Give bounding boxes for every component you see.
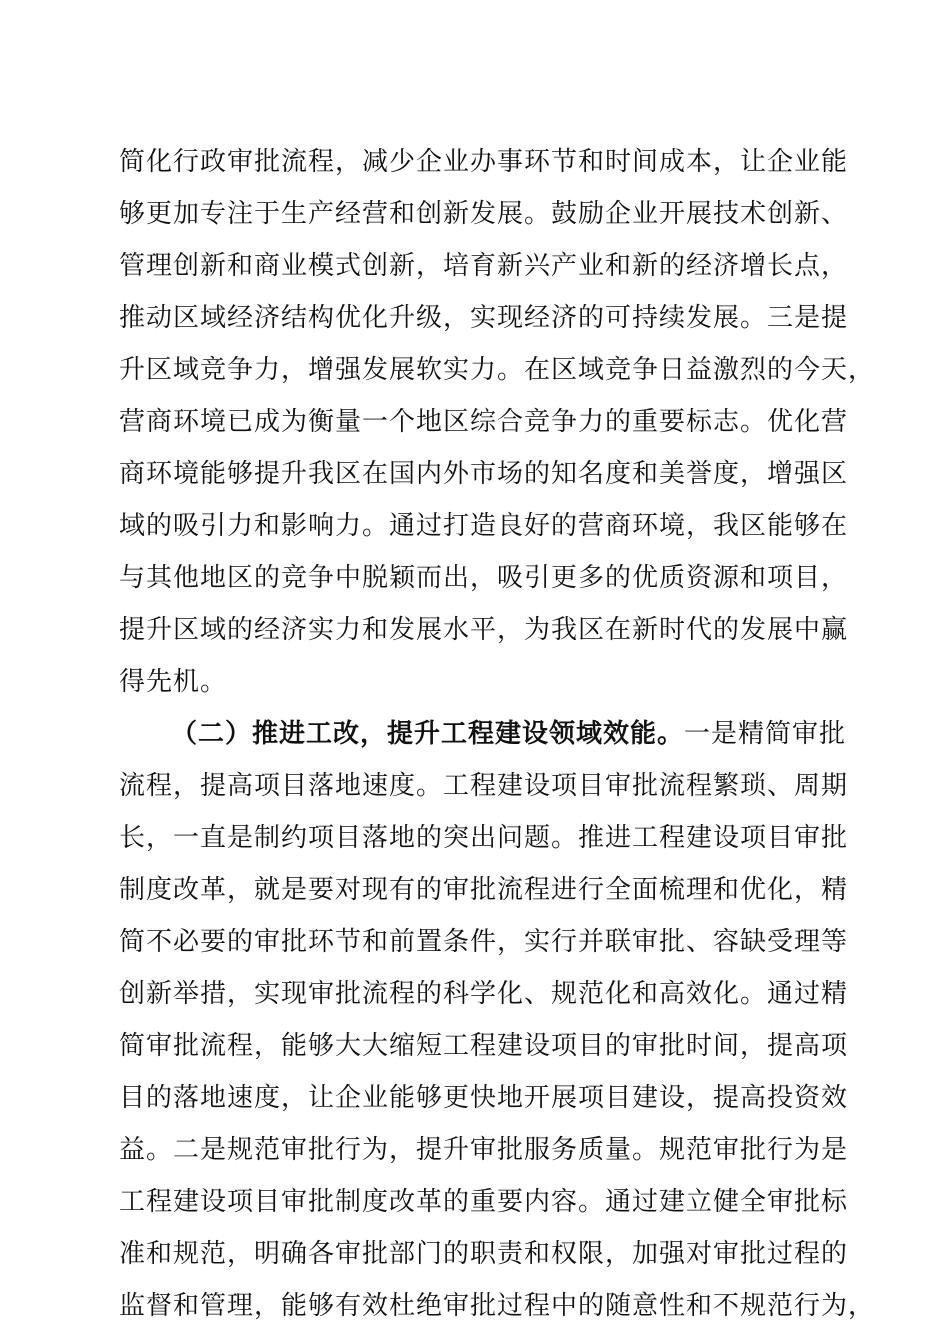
paragraph-2-line-3: 长，一直是制约项目落地的突出问题。推进工程建设项目审批 <box>119 823 849 853</box>
paragraph-2-line-5: 简不必要的审批环节和前置条件，实行并联审批、容缺受理等 <box>119 927 849 957</box>
paragraph-2-line-4: 制度改革，就是要对现有的审批流程进行全面梳理和优化，精 <box>119 875 849 905</box>
paragraph-1-line-3: 管理创新和商业模式创新，培育新兴产业和新的经济增长点， <box>119 251 849 281</box>
paragraph-2-line-2: 流程，提高项目落地速度。工程建设项目审批流程繁琐、周期 <box>119 771 849 801</box>
paragraph-2-line-1 <box>171 716 847 752</box>
paragraph-2-line-10: 工程建设项目审批制度改革的重要内容。通过建立健全审批标 <box>119 1187 849 1217</box>
paragraph-2-line-12: 监督和管理，能够有效杜绝审批过程中的随意性和不规范行为， <box>119 1291 876 1321</box>
section-heading-continuation: 一是精简审批 <box>684 719 847 749</box>
paragraph-2-line-11: 准和规范，明确各审批部门的职责和权限，加强对审批过程的 <box>119 1239 849 1269</box>
paragraph-1-line-9: 与其他地区的竞争中脱颖而出，吸引更多的优质资源和项目， <box>119 563 849 593</box>
paragraph-1-line-11: 得先机。 <box>119 667 228 697</box>
paragraph-1-line-1: 简化行政审批流程，减少企业办事环节和时间成本，让企业能 <box>119 147 849 177</box>
paragraph-1-line-6: 营商环境已成为衡量一个地区综合竞争力的重要标志。优化营 <box>119 407 849 437</box>
paragraph-1-line-10: 提升区域的经济实力和发展水平，为我区在新时代的发展中赢 <box>119 615 849 645</box>
paragraph-1-line-7: 商环境能够提升我区在国内外市场的知名度和美誉度，增强区 <box>119 459 849 489</box>
paragraph-2-line-6: 创新举措，实现审批流程的科学化、规范化和高效化。通过精 <box>119 979 849 1009</box>
paragraph-1-line-2: 够更加专注于生产经营和创新发展。鼓励企业开展技术创新、 <box>119 199 849 229</box>
paragraph-2-line-8: 目的落地速度，让企业能够更快地开展项目建设，提高投资效 <box>119 1083 849 1113</box>
section-heading: （二）推进工改，提升工程建设领域效能。 <box>171 719 685 749</box>
paragraph-1-line-8: 域的吸引力和影响力。通过打造良好的营商环境，我区能够在 <box>119 511 849 541</box>
paragraph-2-line-7: 简审批流程，能够大大缩短工程建设项目的审批时间，提高项 <box>119 1031 849 1061</box>
paragraph-2-line-9: 益。二是规范审批行为，提升审批服务质量。规范审批行为是 <box>119 1135 849 1165</box>
paragraph-1-line-4: 推动区域经济结构优化升级，实现经济的可持续发展。三是提 <box>119 303 849 333</box>
paragraph-1-line-5: 升区域竞争力，增强发展软实力。在区域竞争日益激烈的今天， <box>119 355 876 385</box>
